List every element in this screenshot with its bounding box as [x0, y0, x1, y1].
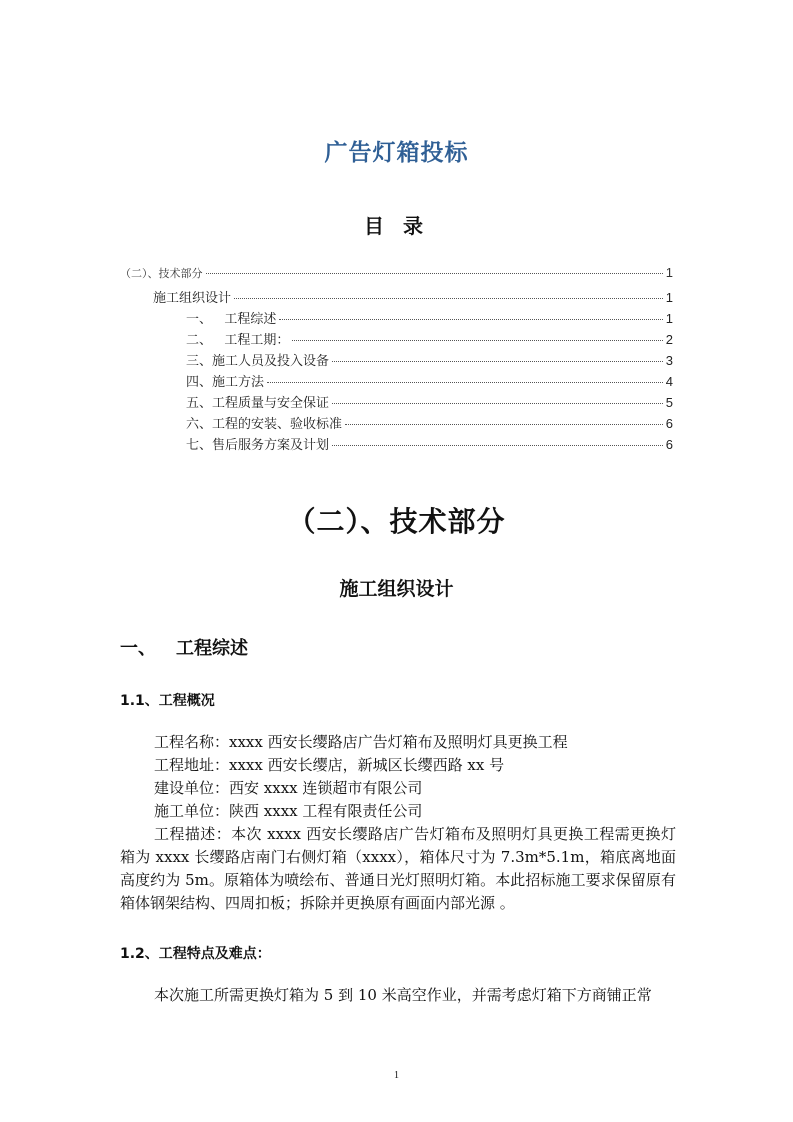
toc-entry-method[interactable] — [186, 371, 673, 392]
toc-leader — [206, 273, 663, 274]
toc-entry-label: 施工组织设计 — [153, 291, 232, 306]
toc-entry-schedule[interactable] — [186, 329, 673, 350]
toc-heading: 目 录 — [364, 214, 429, 238]
toc-entry-technical-part[interactable] — [120, 265, 673, 286]
page-number: 1 — [394, 1070, 399, 1081]
heading-number: 一、 — [120, 638, 156, 659]
toc-entry-label: （二）、技术部分 — [120, 267, 203, 280]
toc-leader — [267, 382, 663, 383]
heading-features-difficulties: 1.2、工程特点及难点： — [120, 946, 271, 962]
toc-entry-label: 四、施工方法 — [186, 375, 265, 390]
project-address-line: 工程地址：xxxx 西安长缨店，新城区长缨西路 xx 号 — [154, 756, 505, 774]
toc-entry-page: 6 — [665, 416, 673, 431]
section-title: （二）、技术部分 — [287, 505, 506, 538]
toc-entry-label: 三、施工人员及投入设备 — [186, 354, 330, 369]
toc-entry-label: 二、 工程工期： — [186, 333, 290, 348]
toc-entry-page: 6 — [665, 437, 673, 452]
toc-entry-label: 一、 工程综述 — [186, 312, 277, 327]
toc-entry-after-sales[interactable] — [186, 434, 673, 455]
toc-entry-page: 4 — [665, 374, 673, 389]
toc-leader — [279, 319, 662, 320]
toc-leader — [345, 424, 663, 425]
project-name-line: 工程名称：xxxx 西安长缨路店广告灯箱布及照明灯具更换工程 — [154, 733, 568, 751]
toc-leader — [234, 298, 663, 299]
toc-leader — [332, 361, 663, 362]
toc-entry-page: 3 — [665, 353, 673, 368]
toc-entry-acceptance[interactable] — [186, 413, 673, 434]
toc-entry-page: 5 — [665, 395, 673, 410]
toc-leader — [332, 403, 663, 404]
toc-entry-label: 五、工程质量与安全保证 — [186, 396, 330, 411]
heading-overview — [120, 634, 248, 660]
toc-entry-page: 1 — [665, 265, 673, 280]
toc-leader — [332, 445, 663, 446]
toc-entry-label: 六、工程的安装、验收标准 — [186, 417, 343, 432]
client-line: 建设单位：西安 xxxx 连锁超市有限公司 — [154, 779, 423, 797]
project-description: 工程描述：本次 xxxx 西安长缨路店广告灯箱布及照明灯具更换工程需更换灯箱为 xxxx 长缨路店南门右侧灯箱（xxxx），箱体尺寸为 7.3m*5.1m，箱底离地面高度约为 5m。原箱体为喷绘布、普通日光灯照明灯箱。本此招标施工要求保留原有箱体钢架结构、四周扣板；拆除并更换原有画面内部光源 。 — [120, 825, 676, 912]
heading-project-summary: 1.1、工程概况 — [120, 693, 215, 709]
toc-entry-personnel[interactable] — [186, 350, 673, 371]
document-title: 广告灯箱投标 — [324, 140, 469, 166]
section-subtitle: 施工组织设计 — [339, 578, 454, 600]
toc-entry-page: 2 — [665, 332, 673, 347]
heading-text: 工程综述 — [176, 638, 248, 659]
toc-entry-page: 1 — [665, 290, 673, 305]
toc-leader — [292, 340, 662, 341]
features-paragraph: 本次施工所需更换灯箱为 5 到 10 米高空作业，并需考虑灯箱下方商铺正常 — [154, 986, 652, 1004]
toc-entry-page: 1 — [665, 311, 673, 326]
toc-entry-label: 七、售后服务方案及计划 — [186, 438, 330, 453]
toc-entry-quality[interactable] — [186, 392, 673, 413]
toc-entry-overview[interactable] — [186, 308, 673, 329]
toc-entry-construction-design[interactable] — [153, 287, 673, 308]
contractor-line: 施工单位：陕西 xxxx 工程有限责任公司 — [154, 802, 423, 820]
